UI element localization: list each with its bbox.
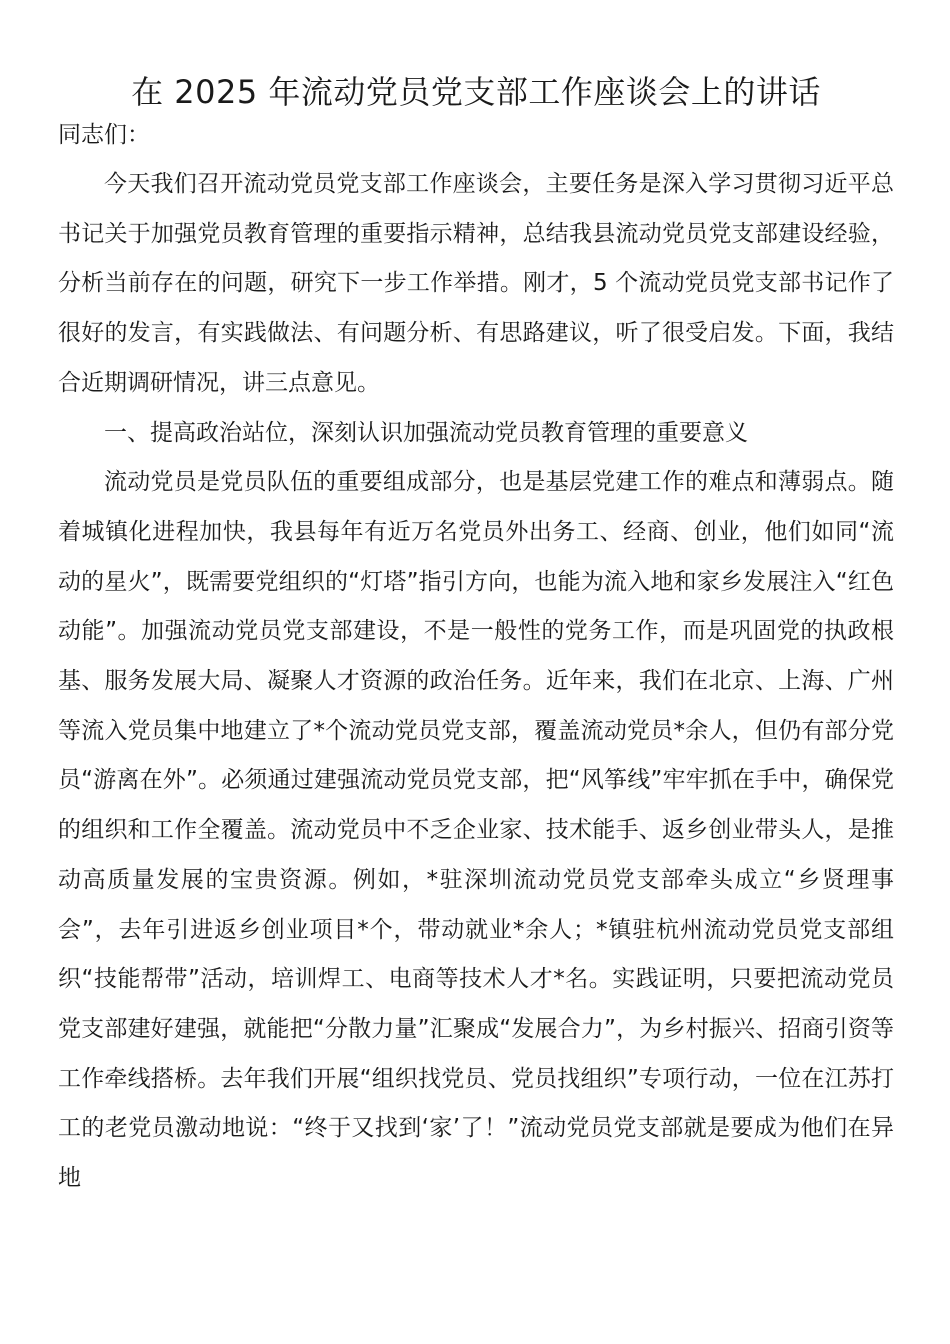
intro-paragraph: 今天我们召开流动党员党支部工作座谈会，主要任务是深入学习贯彻习近平总书记关于加强党员教育管理的重要指示精神，总结我县流动党员党支部建设经验，分析当前存在的问题，研究下一步工作举措。刚才，5 个流动党员党支部书记作了很好的发言，有实践做法、有问题分析、有思路建议，听了很受启发。下面，我结合近期调研情况，讲三点意见。	[58, 171, 894, 396]
salutation: 同志们：	[58, 122, 150, 148]
document-page	[58, 64, 894, 1204]
section-heading-1: 一、提高政治站位，深刻认识加强流动党员教育管理的重要意义	[104, 419, 748, 446]
document-title: 在 2025 年流动党员党支部工作座谈会上的讲话	[131, 73, 821, 111]
body-paragraph: 流动党员是党员队伍的重要组成部分，也是基层党建工作的难点和薄弱点。随着城镇化进程加快，我县每年有近万名党员外出务工、经商、创业，他们如同“流动的星火”，既需要党组织的“灯塔”指引方向，也能为流入地和家乡发展注入“红色动能”。加强流动党员党支部建设，不是一般性的党务工作，而是巩固党的执政根基、服务发展大局、凝聚人才资源的政治任务。近年来，我们在北京、上海、广州等流入党员集中地建立了*个流动党员党支部，覆盖流动党员*余人，但仍有部分党员“游离在外”。必须通过建强流动党员党支部，把“风筝线”牢牢抓在手中，确保党的组织和工作全覆盖。流动党员中不乏企业家、技术能手、返乡创业带头人，是推动高质量发展的宝贵资源。例如，*驻深圳流动党员党支部牵头成立“乡贤理事会”，去年引进返乡创业项目*个，带动就业*余人；*镇驻杭州流动党员党支部组织“技能帮带”活动，培训焊工、电商等技术人才*名。实践证明，只要把流动党员党支部建好建强，就能把“分散力量”汇聚成“发展合力”，为乡村振兴、招商引资等工作牵线搭桥。去年我们开展“组织找党员、党员找组织”专项行动，一位在江苏打工的老党员激动地说：“终于又找到‘家’了！”流动党员党支部就是要成为他们在异地	[58, 469, 894, 1192]
